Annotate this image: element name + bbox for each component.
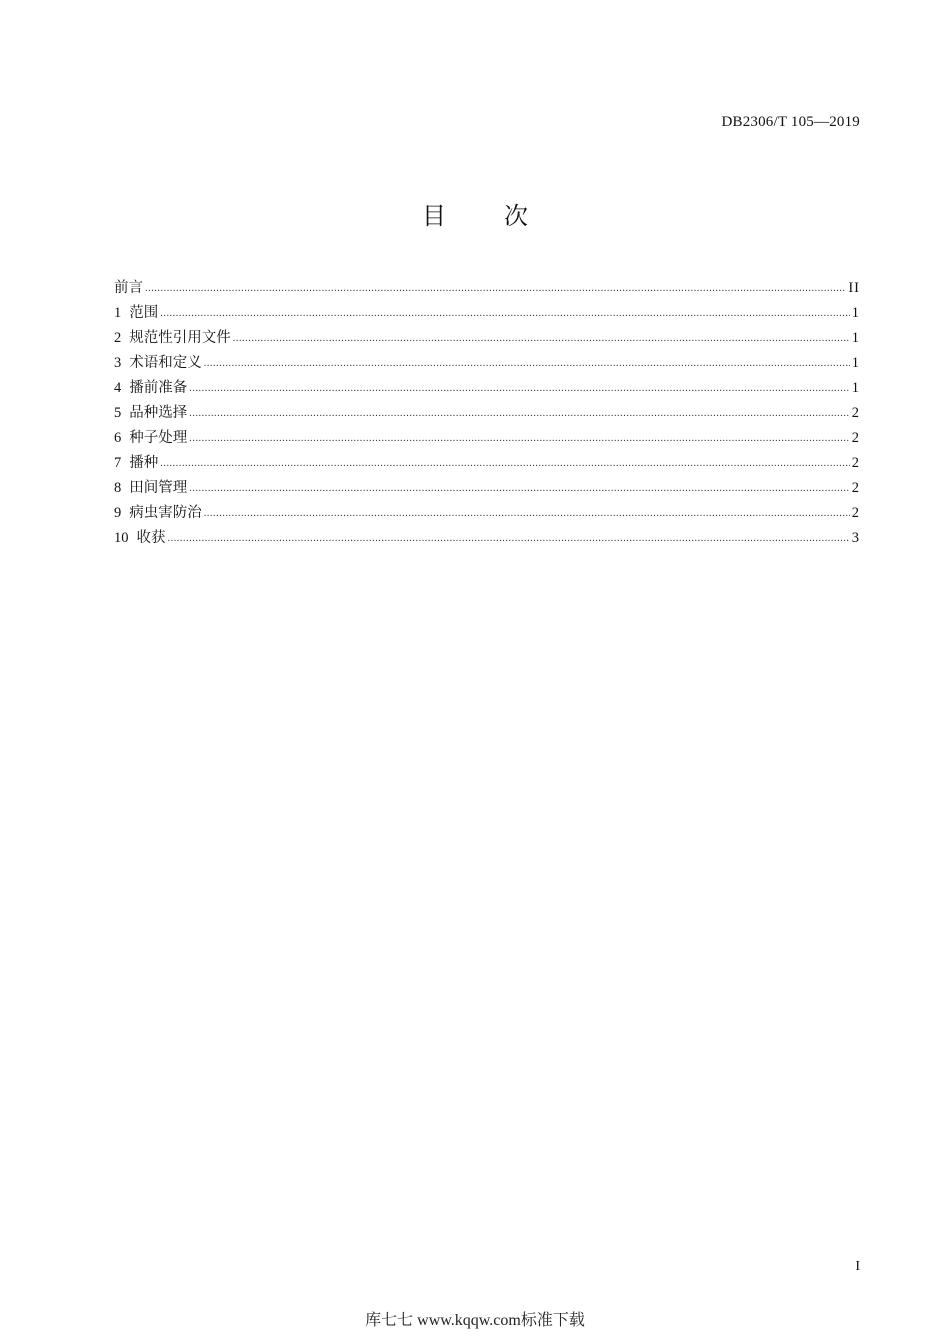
toc-entry-label: 收获	[136, 530, 166, 546]
toc-entry-page: 1	[851, 330, 860, 346]
toc-entry-number: 7	[114, 455, 122, 471]
toc-entry-number: 2	[114, 330, 122, 346]
toc-entry-number: 9	[114, 505, 122, 521]
toc-entry-9[interactable]	[114, 501, 860, 526]
toc-dot-leader	[168, 533, 850, 544]
toc-dot-leader	[204, 358, 850, 369]
toc-entry-label: 品种选择	[129, 405, 188, 421]
table-of-contents	[114, 276, 860, 551]
toc-entry-page: 2	[851, 405, 860, 421]
toc-entry-number: 1	[114, 305, 122, 321]
toc-entry-page: II	[848, 280, 860, 296]
toc-entry-label: 田间管理	[129, 480, 188, 496]
toc-entry-page: 1	[851, 305, 860, 321]
toc-entry-4[interactable]	[114, 376, 860, 401]
toc-entry-foreword[interactable]	[114, 276, 860, 301]
toc-entry-8[interactable]	[114, 476, 860, 501]
toc-entry-page: 2	[851, 430, 860, 446]
toc-entry-number: 5	[114, 405, 122, 421]
document-code: DB2306/T 105—2019	[721, 114, 860, 130]
toc-dot-leader	[189, 433, 850, 444]
toc-entry-label: 播种	[129, 455, 159, 471]
toc-entry-page: 2	[851, 455, 860, 471]
toc-entry-number: 4	[114, 380, 122, 396]
toc-entry-7[interactable]	[114, 451, 860, 476]
toc-entry-3[interactable]	[114, 351, 860, 376]
toc-entry-page: 1	[851, 355, 860, 371]
toc-entry-page: 1	[851, 380, 860, 396]
toc-entry-6[interactable]	[114, 426, 860, 451]
toc-entry-label: 范围	[129, 305, 159, 321]
toc-entry-10[interactable]	[114, 526, 860, 551]
toc-dot-leader	[160, 308, 850, 319]
toc-dot-leader	[145, 283, 846, 294]
toc-entry-2[interactable]	[114, 326, 860, 351]
toc-entry-label: 病虫害防治	[129, 505, 202, 521]
toc-entry-number: 10	[114, 530, 129, 546]
toc-dot-leader	[233, 333, 850, 344]
toc-entry-label: 术语和定义	[129, 355, 202, 371]
toc-entry-page: 2	[851, 480, 860, 496]
toc-title-left: 目	[422, 202, 446, 230]
toc-entry-1[interactable]	[114, 301, 860, 326]
toc-entry-page: 3	[851, 530, 860, 546]
toc-entry-label: 播前准备	[129, 380, 188, 396]
toc-title	[0, 196, 950, 231]
toc-entry-number: 8	[114, 480, 122, 496]
toc-entry-number: 6	[114, 430, 122, 446]
toc-dot-leader	[189, 383, 850, 394]
toc-entry-5[interactable]	[114, 401, 860, 426]
toc-entry-label: 规范性引用文件	[129, 330, 231, 346]
toc-dot-leader	[204, 508, 850, 519]
toc-dot-leader	[189, 408, 850, 419]
toc-title-right: 次	[504, 202, 528, 230]
page-number: I	[855, 1259, 860, 1274]
toc-entry-number: 3	[114, 355, 122, 371]
toc-dot-leader	[189, 483, 850, 494]
footer-watermark: 库七七 www.kqqw.com标准下载	[365, 1312, 585, 1329]
toc-entry-label: 前言	[114, 280, 143, 296]
toc-entry-page: 2	[851, 505, 860, 521]
toc-entry-label: 种子处理	[129, 430, 188, 446]
toc-dot-leader	[160, 458, 850, 469]
